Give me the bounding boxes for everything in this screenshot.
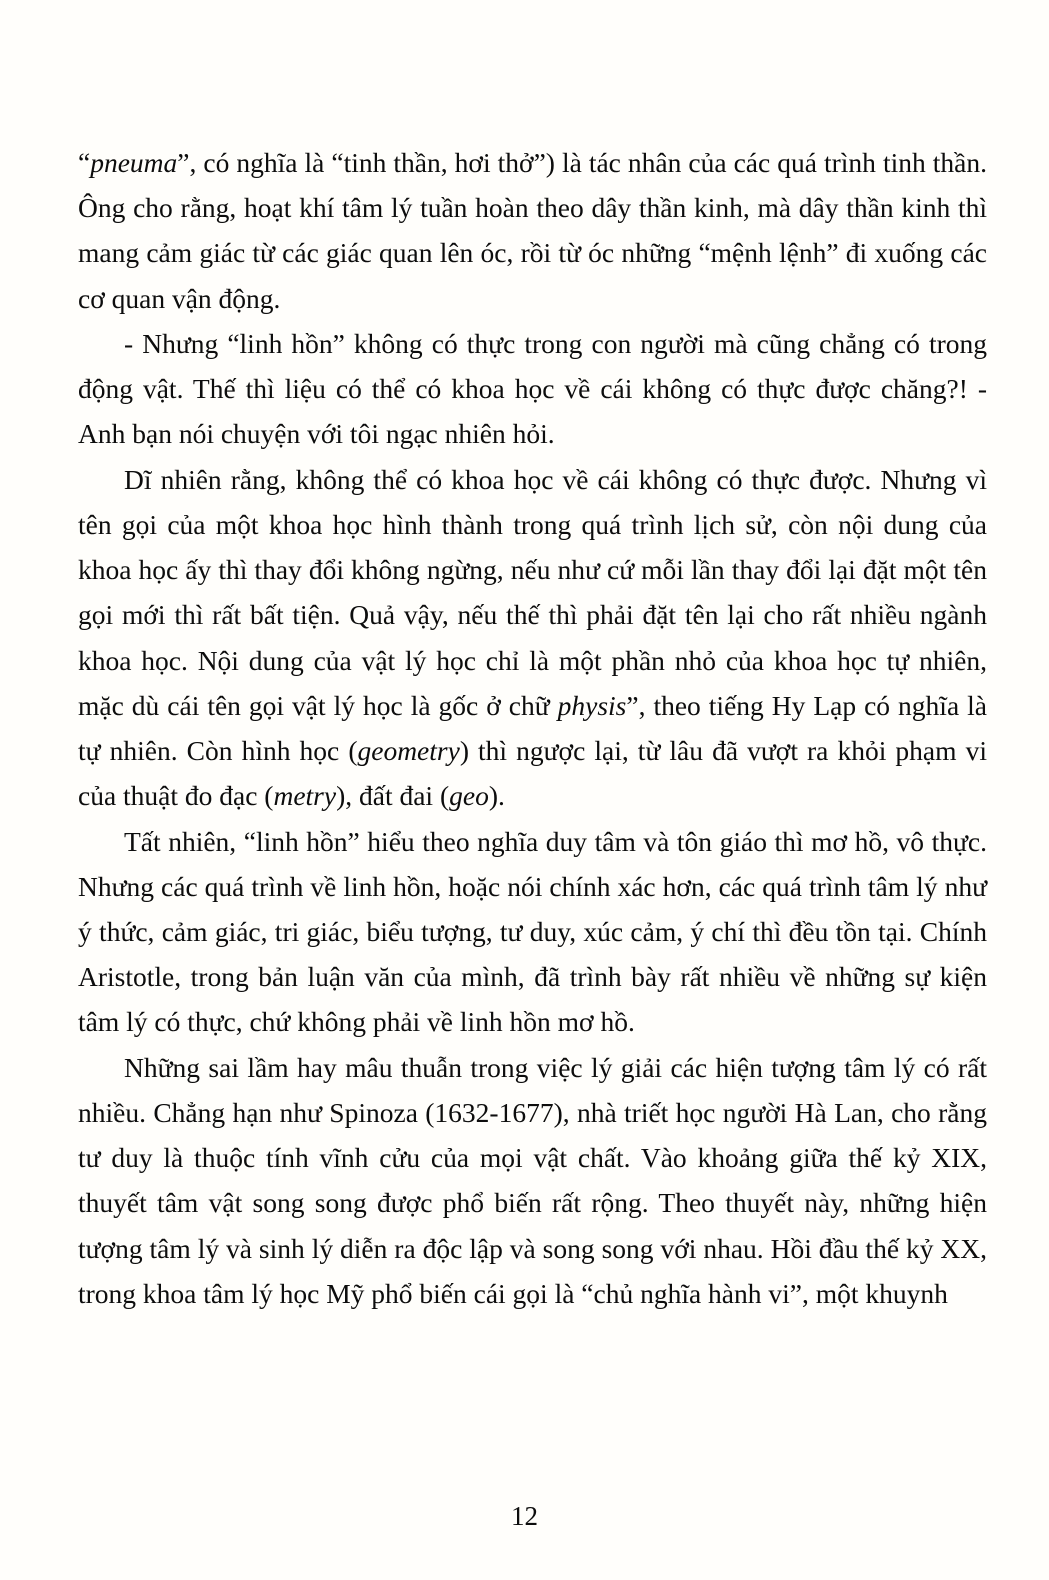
italic-term: metry [273,780,337,812]
paragraph: “pneuma”, có nghĩa là “tinh thần, hơi thở”) là tác nhân của các quá trình tinh thần. Ông cho rằng, hoạt khí tâm lý tuần hoàn theo dây thần kinh, mà dây thần kinh thì mang cảm giác từ các giác quan lên óc, rồi từ óc những “mệnh lệnh” đi xuống các cơ quan vận động. [78,147,987,314]
italic-term: physis [557,689,627,721]
paragraph: Những sai lầm hay mâu thuẫn trong việc lý giải các hiện tượng tâm lý có rất nhiều. Chẳng hạn như Spinoza (1632-1677), nhà triết học người Hà Lan, cho rằng tư duy là thuộc tính vĩnh cửu của mọi vật chất. Vào khoảng giữa thế kỷ XIX, thuyết tâm vật song song được phổ biến rất rộng. Theo thuyết này, những hiện tượng tâm lý và sinh lý diễn ra độc lập và song song với nhau. Hồi đầu thế kỷ XX, trong khoa tâm lý học Mỹ phổ biến cái gọi là “chủ nghĩa hành vi”, một khuynh [78,1051,987,1309]
paragraph: Dĩ nhiên rằng, không thể có khoa học về cái không có thực được. Nhưng vì tên gọi của một khoa học hình thành trong quá trình lịch sử, còn nội dung của khoa học ấy thì thay đổi không ngừng, nếu như cứ mỗi lần thay đổi lại đặt một tên gọi mới thì rất bất tiện. Quả vậy, nếu thế thì phải đặt tên lại cho rất nhiều ngành khoa học. Nội dung của vật lý học chỉ là một phần nhỏ của khoa học tự nhiên, mặc dù cái tên gọi vật lý học là gốc ở chữ physis”, theo tiếng Hy Lạp có nghĩa là tự nhiên. Còn hình học (geometry) thì ngược lại, từ lâu đã vượt ra khỏi phạm vi của thuật đo đạc (metry), đất đai (geo). [78,463,987,812]
paragraph: - Nhưng “linh hồn” không có thực trong con người mà cũng chẳng có trong động vật. Thế thì liệu có thể có khoa học về cái không có thực được chăng?! - Anh bạn nói chuyện với tôi ngạc nhiên hỏi. [78,327,987,450]
page-body-text [78,140,987,1316]
italic-term: geometry [357,735,460,767]
italic-term: pneuma [90,147,178,178]
page-number: 12 [511,1501,538,1531]
italic-term: geo [449,780,489,812]
paragraph: Tất nhiên, “linh hồn” hiểu theo nghĩa duy tâm và tôn giáo thì mơ hồ, vô thực. Nhưng các quá trình về linh hồn, hoặc nói chính xác hơn, các quá trình tâm lý như ý thức, cảm giác, tri giác, biểu tượng, tư duy, xúc cảm, ý chí thì đều tồn tại. Chính Aristotle, trong bản luận văn của mình, đã trình bày rất nhiều về những sự kiện tâm lý có thực, chứ không phải về linh hồn mơ hồ. [78,825,987,1038]
